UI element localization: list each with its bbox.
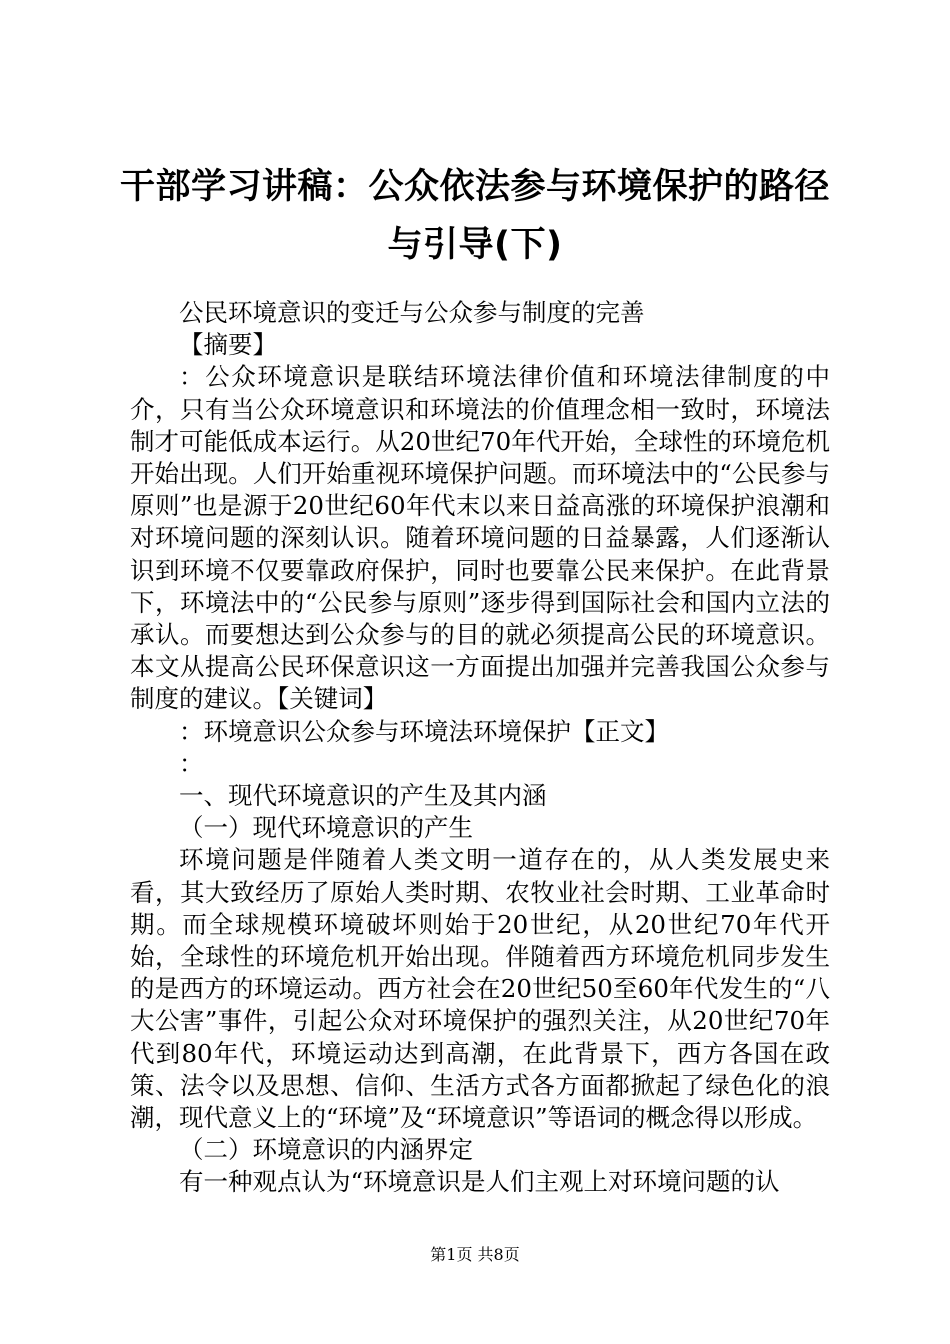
subsection-heading-1: （一）现代环境意识的产生 [179, 813, 473, 843]
document-body [130, 297, 830, 1199]
section-heading-1: 一、现代环境意识的产生及其内涵 [179, 781, 547, 811]
abstract-paragraph: ：公众环境意识是联结环境法律价值和环境法律制度的中介，只有当公众环境意识和环境法的价值理念相一致时，环境法制才可能低成本运行。从20世纪70年代开始，全球性的环境危机开始出现。人们开始重视环境保护问题。而环境法中的“公民参与原则”也是源于20世纪60年代末以来日益高涨的环境保护浪潮和对环境问题的深刻认识。随着环境问题的日益暴露，人们逐渐认识到环境不仅要靠政府保护，同时也要靠公民来保护。在此背景下，环境法中的“公民参与原则”逐步得到国际社会和国内立法的承认。而要想达到公众参与的目的就必须提高公民的环境意识。本文从提高公民环保意识这一方面提出加强并完善我国公众参与制度的建议。【关键词】 [130, 362, 830, 714]
document-title: 干部学习讲稿：公众依法参与环境保护的路径与引导(下) [120, 167, 831, 265]
subtitle-paragraph: 公民环境意识的变迁与公众参与制度的完善 [179, 298, 645, 327]
body-paragraph-2: 有一种观点认为“环境意识是人们主观上对环境问题的认 [179, 1167, 780, 1197]
body-colon-paragraph: ： [179, 748, 204, 778]
subsection-heading-2: （二）环境意识的内涵界定 [179, 1135, 473, 1165]
body-paragraph-1: 环境问题是伴随着人类文明一道存在的，从人类发展史来看，其大致经历了原始人类时期、农牧业社会时期、工业革命时期。而全球规模环境破坏则始于20世纪，从20世纪70年代开始，全球性的环境危机开始出现。伴随着西方环境危机同步发生的是西方的环境运动。西方社会在20世纪50至60年代发生的“八大公害”事件，引起公众对环境保护的强烈关注，从20世纪70年代到80年代，环境运动达到高潮，在此背景下，西方各国在政策、法令以及思想、信仰、生活方式各方面都掀起了绿色化的浪潮，现代意义上的“环境”及“环境意识”等语词的概念得以形成。 [130, 845, 830, 1133]
keywords-paragraph: ：环境意识公众参与环境法环境保护【正文】 [179, 716, 669, 746]
abstract-heading: 【摘要】 [179, 330, 277, 360]
page-number-footer: 第1页 共8页 [430, 1245, 520, 1264]
